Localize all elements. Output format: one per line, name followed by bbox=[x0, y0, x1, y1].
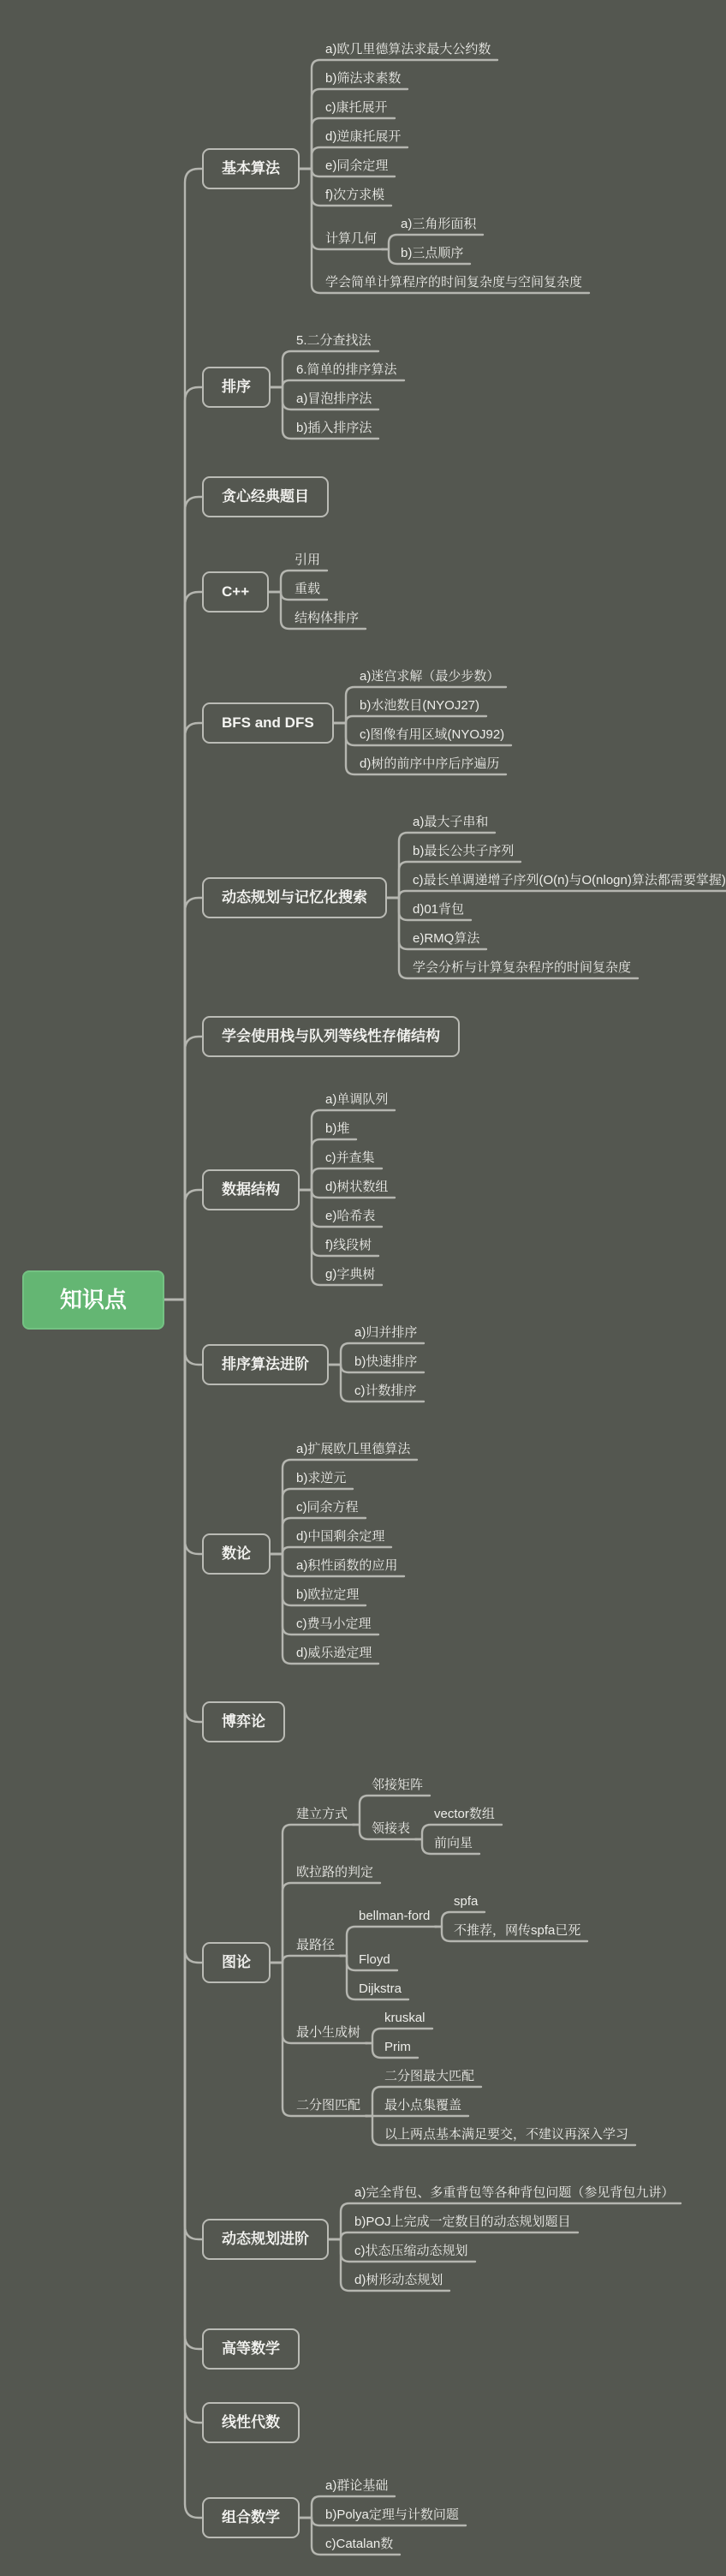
subtopic[interactable]: d)01背包 bbox=[413, 902, 465, 917]
subtopic[interactable]: 邻接矩阵 bbox=[372, 1778, 424, 1792]
branch-topic[interactable]: 高等数学 bbox=[202, 2328, 300, 2370]
subtopic[interactable]: a)冒泡排序法 bbox=[296, 391, 372, 406]
subtopic-group[interactable]: bellman-ford bbox=[359, 1909, 431, 1923]
subtopic[interactable]: b)POJ上完成一定数目的动态规划题目 bbox=[354, 2214, 571, 2229]
branch-topic[interactable]: C++ bbox=[202, 571, 269, 613]
subtopic[interactable]: Prim bbox=[384, 2040, 411, 2054]
subtopic[interactable]: c)计数排序 bbox=[354, 1384, 417, 1398]
subtopic[interactable]: e)RMQ算法 bbox=[413, 931, 480, 946]
subtopic[interactable]: c)最长单调递增子序列(O(n)与O(nlogn)算法都需要掌握) bbox=[413, 873, 726, 888]
subtopic[interactable]: b)快速排序 bbox=[354, 1354, 418, 1369]
branch-topic[interactable]: 数论 bbox=[202, 1533, 271, 1575]
subtopic[interactable]: b)最长公共子序列 bbox=[413, 844, 515, 858]
subtopic[interactable]: 5.二分查找法 bbox=[296, 333, 372, 348]
subtopic-group[interactable]: 最路径 bbox=[296, 1938, 336, 1952]
subtopic[interactable]: 结构体排序 bbox=[295, 611, 360, 625]
subtopic[interactable]: a)迷宫求解（最少步数） bbox=[360, 669, 500, 684]
subtopic[interactable]: d)逆康托展开 bbox=[325, 129, 402, 144]
subtopic[interactable]: d)树的前序中序后序遍历 bbox=[360, 756, 500, 771]
branch-topic[interactable]: 基本算法 bbox=[202, 148, 300, 189]
subtopic[interactable]: c)状态压缩动态规划 bbox=[354, 2244, 468, 2258]
branch-topic[interactable]: 学会使用栈与队列等线性存储结构 bbox=[202, 1016, 460, 1057]
subtopic[interactable]: a)完全背包、多重背包等各种背包问题（参见背包九讲） bbox=[354, 2185, 675, 2200]
subtopic[interactable]: c)康托展开 bbox=[325, 100, 388, 115]
subtopic[interactable]: a)单调队列 bbox=[325, 1092, 389, 1107]
subtopic[interactable]: a)欧几里德算法求最大公约数 bbox=[325, 42, 491, 57]
subtopic[interactable]: 二分图最大匹配 bbox=[384, 2069, 475, 2083]
subtopic-group[interactable]: 计算几何 bbox=[325, 231, 378, 246]
subtopic[interactable]: c)同余方程 bbox=[296, 1500, 359, 1515]
subtopic[interactable]: 引用 bbox=[295, 553, 321, 567]
subtopic[interactable]: 最小点集覆盖 bbox=[384, 2098, 462, 2113]
branch-topic[interactable]: 博弈论 bbox=[202, 1701, 285, 1742]
branch-topic[interactable]: 线性代数 bbox=[202, 2402, 300, 2443]
subtopic[interactable]: a)三角形面积 bbox=[401, 217, 477, 231]
subtopic[interactable]: a)归并排序 bbox=[354, 1325, 418, 1340]
subtopic[interactable]: e)同余定理 bbox=[325, 158, 389, 173]
branch-topic[interactable]: 动态规划与记忆化搜索 bbox=[202, 877, 387, 918]
branch-topic[interactable]: 贪心经典题目 bbox=[202, 476, 329, 517]
branch-topic[interactable]: BFS and DFS bbox=[202, 702, 334, 744]
subtopic-group[interactable]: 建立方式 bbox=[296, 1807, 348, 1821]
subtopic[interactable]: b)Polya定理与计数问题 bbox=[325, 2507, 459, 2522]
subtopic-group[interactable]: 领接表 bbox=[372, 1821, 411, 1836]
subtopic[interactable]: c)Catalan数 bbox=[325, 2537, 394, 2551]
subtopic[interactable]: a)积性函数的应用 bbox=[296, 1558, 398, 1573]
subtopic[interactable]: b)筛法求素数 bbox=[325, 71, 402, 86]
branch-topic[interactable]: 组合数学 bbox=[202, 2497, 300, 2538]
subtopic[interactable]: f)线段树 bbox=[325, 1238, 372, 1252]
subtopic[interactable]: b)欧拉定理 bbox=[296, 1587, 360, 1602]
subtopic[interactable]: Floyd bbox=[359, 1952, 390, 1967]
subtopic[interactable]: 重载 bbox=[295, 582, 321, 596]
branch-topic[interactable]: 数据结构 bbox=[202, 1169, 300, 1210]
branch-topic[interactable]: 排序 bbox=[202, 367, 271, 408]
subtopic[interactable]: d)树状数组 bbox=[325, 1180, 389, 1194]
subtopic[interactable]: a)群论基础 bbox=[325, 2478, 389, 2493]
subtopic[interactable]: d)中国剩余定理 bbox=[296, 1529, 385, 1544]
subtopic[interactable]: 学会分析与计算复杂程序的时间复杂度 bbox=[413, 960, 632, 975]
subtopic[interactable]: Dijkstra bbox=[359, 1981, 402, 1996]
subtopic[interactable]: c)费马小定理 bbox=[296, 1617, 372, 1631]
subtopic[interactable]: vector数组 bbox=[434, 1807, 495, 1821]
subtopic[interactable]: f)次方求模 bbox=[325, 188, 385, 202]
subtopic[interactable]: d)树形动态规划 bbox=[354, 2273, 443, 2287]
subtopic[interactable]: e)哈希表 bbox=[325, 1209, 376, 1223]
subtopic[interactable]: b)求逆元 bbox=[296, 1471, 347, 1485]
root-topic[interactable]: 知识点 bbox=[22, 1270, 164, 1330]
subtopic[interactable]: g)字典树 bbox=[325, 1267, 376, 1282]
subtopic[interactable]: a)最大子串和 bbox=[413, 815, 489, 829]
subtopic[interactable]: 学会简单计算程序的时间复杂度与空间复杂度 bbox=[325, 275, 583, 290]
subtopic[interactable]: b)堆 bbox=[325, 1121, 350, 1136]
subtopic[interactable]: 6.简单的排序算法 bbox=[296, 362, 397, 377]
subtopic[interactable]: c)图像有用区域(NYOJ92) bbox=[360, 727, 505, 742]
subtopic-group[interactable]: 最小生成树 bbox=[296, 2025, 361, 2040]
subtopic[interactable]: a)扩展欧几里德算法 bbox=[296, 1442, 411, 1456]
branch-topic[interactable]: 动态规划进阶 bbox=[202, 2219, 329, 2260]
subtopic[interactable]: b)三点顺序 bbox=[401, 246, 464, 260]
subtopic[interactable]: d)威乐逊定理 bbox=[296, 1646, 372, 1660]
subtopic-group[interactable]: 二分图匹配 bbox=[296, 2098, 361, 2113]
subtopic[interactable]: b)插入排序法 bbox=[296, 421, 372, 435]
subtopic[interactable]: b)水池数目(NYOJ27) bbox=[360, 698, 480, 713]
subtopic[interactable]: spfa bbox=[454, 1894, 479, 1909]
subtopic[interactable]: 不推荐，网传spfa已死 bbox=[454, 1923, 581, 1938]
branch-topic[interactable]: 排序算法进阶 bbox=[202, 1344, 329, 1385]
branch-topic[interactable]: 图论 bbox=[202, 1942, 271, 1983]
subtopic[interactable]: 以上两点基本满足要交，不建议再深入学习 bbox=[384, 2127, 629, 2142]
subtopic[interactable]: 前向星 bbox=[434, 1836, 473, 1850]
subtopic[interactable]: c)并查集 bbox=[325, 1151, 375, 1165]
subtopic[interactable]: 欧拉路的判定 bbox=[296, 1865, 374, 1880]
subtopic[interactable]: kruskal bbox=[384, 2011, 425, 2025]
